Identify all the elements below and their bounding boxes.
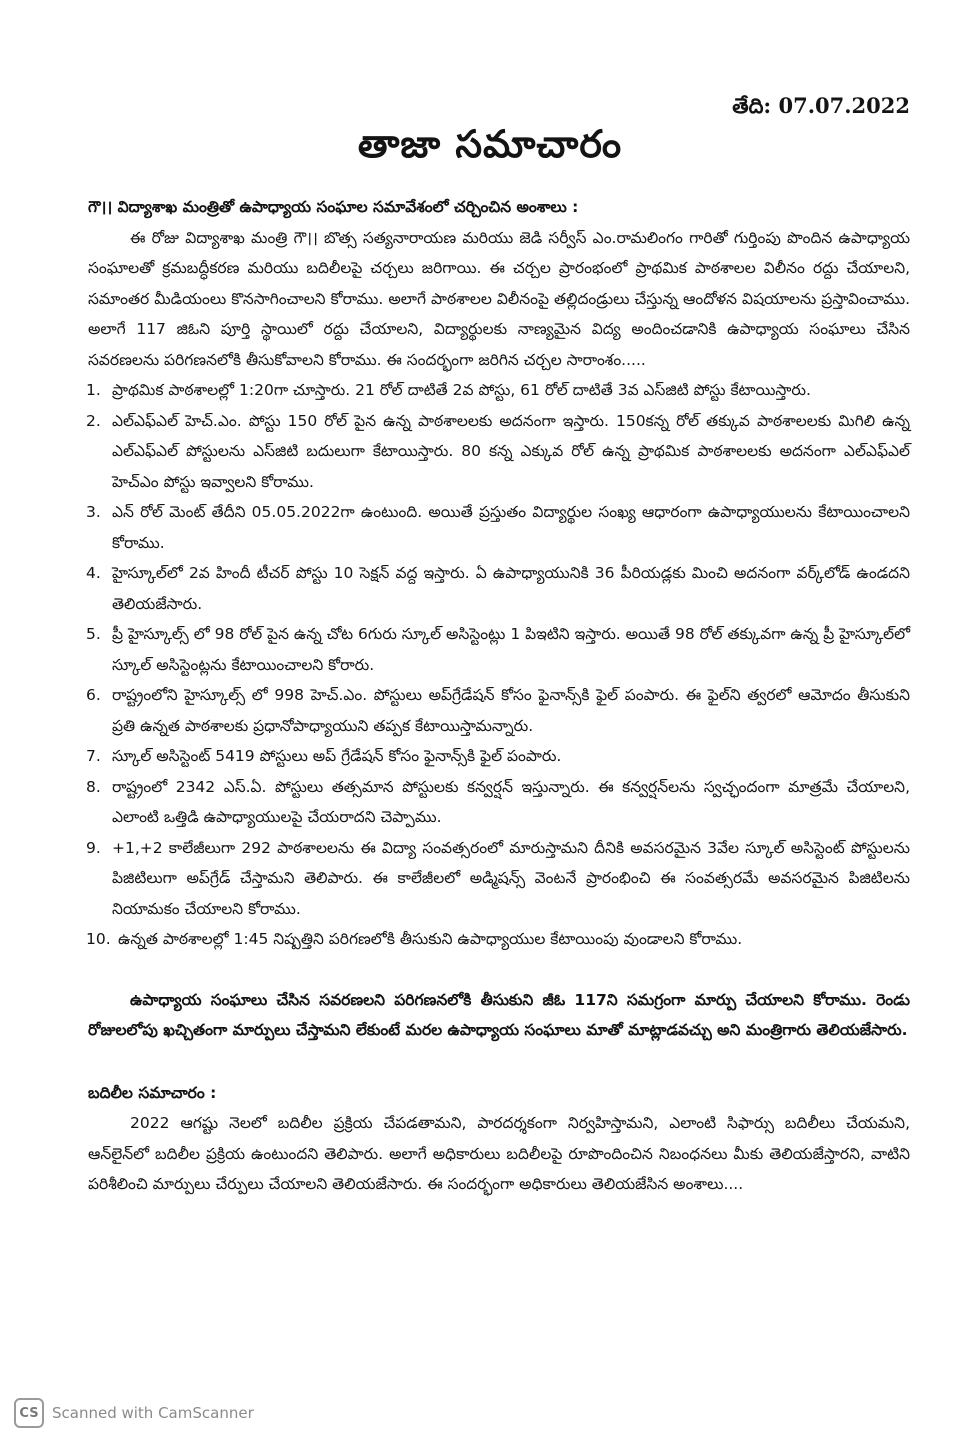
meeting-heading: గౌ।। విద్యాశాఖ మంత్రితో ఉపాధ్యాయ సంఘాల సమావేశంలో చర్చించిన అంశాలు : (88, 198, 579, 216)
list-item (88, 680, 910, 741)
list-item (88, 619, 910, 680)
point-text: ఎల్‌ఎఫ్ఎల్ హెచ్.ఎం. పోస్టు 150 రోల్ పైన ఉన్న పాఠశాలలకు అదనంగా ఇస్తారు. 150కన్న రోల్ తక్కువ పాఠశాలలకు మిగిలి ఉన్న ఎల్‌ఎఫ్ఎల్ పోస్టులను ఎస్‌జిటి బదులుగా కేటాయిస్తారు. 80 కన్న ఎక్కువ రోల్ ఉన్న ప్రాథమిక పాఠశాలలకు అదనంగా ఎల్‌ఎఫ్ఎల్ హెచ్‌ఎం పోస్టు ఇవ్వాలని కోరాము. (112, 411, 910, 491)
point-number: 10. (86, 930, 111, 948)
document-date: తేది: 07.07.2022 (732, 93, 910, 118)
transfers-heading: బదిలీల సమాచారం : (88, 1083, 217, 1102)
meeting-closing: ఉపాధ్యాయ సంఘాలు చేసిన సవరణలని పరిగణనలోకి తీసుకుని జీఓ 117ని సమగ్రంగా మార్పు చేయాలని కోరాము. రెండు రోజులలోపు ఖచ్చితంగా మార్పులు చేస్తామని లేకుంటే మరల ఉపాధ్యాయ సంఘాలు మాతో మాట్లాడవచ్చు అని మంత్రిగారు తెలియజేసారు. (88, 990, 910, 1039)
document-body (88, 192, 910, 1200)
point-number: 1. (86, 381, 101, 399)
point-text: ప్రీ హైస్కూల్స్ లో 98 రోల్ పైన ఉన్న చోట 6గురు స్కూల్ అసిస్టెంట్లు 1 పిఇటిని ఇస్తారు. అయితే 98 రోల్ తక్కువగా ఉన్న ప్రీ హైస్కూల్‌లో స్కూల్ అసిస్టెంట్లను కేటాయించాలని కోరారు. (112, 625, 911, 674)
point-text: స్కూల్ అసిస్టెంట్ 5419 పోస్టులు అప్ గ్రేడేషన్ కోసం ఫైనాన్స్‌కి ఫైల్ పంపారు. (112, 747, 562, 765)
point-text: హైస్కూల్‌లో 2వ హిందీ టీచర్ పోస్టు 10 సెక్షన్ వద్ద ఇస్తారు. ఏ ఉపాధ్యాయునికి 36 పీరియడ్లకు మించి అదనంగా వర్క్‌లోడ్ ఉండదని తెలియజేసారు. (112, 564, 910, 613)
point-text: +1,+2 కాలేజీలుగా 292 పాఠశాలలను ఈ విద్యా సంవత్సరంలో మారుస్తామని దీనికి అవసరమైన 3వేల స్కూల్ అసిస్టెంట్ పోస్టులను పిజిటిలుగా అప్‌గ్రేడ్ చేస్తామని తెలిపారు. ఈ కాలేజీలలో అడ్మిషన్స్ వెంటనే ప్రారంభించి ఈ సంవత్సరమే అవసరమైన పిజిటిలను నియామకం చేయాలని కోరాము. (112, 838, 910, 918)
point-number: 3. (86, 503, 101, 521)
list-item (88, 375, 910, 406)
point-number: 6. (86, 686, 101, 704)
scanner-text: Scanned with CamScanner (52, 1404, 254, 1422)
discussion-points-list (88, 375, 910, 955)
point-number: 5. (86, 625, 101, 643)
point-number: 2. (86, 411, 101, 430)
list-item (88, 924, 910, 955)
point-text: ప్రాథమిక పాఠశాలల్లో 1:20గా చూస్తారు. 21 రోల్ దాటితే 2వ పోస్టు, 61 రోల్ దాటితే 3వ ఎస్‌జిటి పోస్టు కేటాయిస్తారు. (112, 381, 811, 399)
point-number: 9. (86, 838, 101, 857)
scanner-watermark (14, 1398, 254, 1428)
point-text: రాష్ట్రంలో 2342 ఎస్.ఏ. పోస్టులు తత్సమాన పోస్టులకు కన్వర్షన్ ఇస్తున్నారు. ఈ కన్వర్షన్‌లను స్వచ్ఛందంగా మాత్రమే చేయాలని, ఎలాంటి ఒత్తిడి ఉపాధ్యాయులపై చేయరాదని చెప్పాము. (112, 777, 910, 826)
camscanner-logo-icon: CS (14, 1398, 44, 1428)
list-item (88, 406, 910, 498)
point-text: ఎన్ రోల్ మెంట్ తేదీని 05.05.2022గా ఉంటుంది. అయితే ప్రస్తుతం విద్యార్థుల సంఖ్య ఆధారంగా ఉపాధ్యాయులను కేటాయించాలని కోరాము. (112, 503, 910, 552)
list-item (88, 741, 910, 772)
point-text: రాష్ట్రంలోని హైస్కూల్స్ లో 998 హెచ్.ఎం. పోస్టులు అప్‌గ్రేడేషన్ కోసం ఫైనాన్స్‌కి ఫైల్ పంపారు. ఈ ఫైల్‌ని త్వరలో ఆమోదం తీసుకుని ప్రతి ఉన్నత పాఠశాలకు ప్రధానోపాధ్యాయుని తప్పక కేటాయిస్తామన్నారు. (112, 686, 910, 735)
point-number: 7. (86, 747, 101, 765)
point-number: 4. (86, 564, 101, 582)
transfers-text: 2022 ఆగష్టు నెలలో బదిలీల ప్రక్రియ చేపడతామని, పారదర్శకంగా నిర్వహిస్తామని, ఎలాంటి సిఫార్సు బదిలీలు చేయమని, ఆన్‌లైన్‌లో బదిలీల ప్రక్రియ ఉంటుందని తెలిపారు. అలాగే అధికారులు బదిలీలపై రూపొందించిన నిబంధనలు మీకు తెలియజేస్తారని, వాటిని పరిశీలించి మార్పులు చేర్పులు చేయాలని తెలియజేసారు. ఈ సందర్భంగా అధికారులు తెలియజేసిన అంశాలు.... (88, 1114, 910, 1193)
list-item (88, 497, 910, 558)
list-item (88, 772, 910, 833)
page-title: తాజా సమాచారం (357, 122, 623, 166)
meeting-intro: ఈ రోజు విద్యాశాఖ మంత్రి గౌ।। బొత్స సత్యనారాయణ మరియు జెడి సర్వీస్ ఎం.రామలింగం గారితో గుర్తింపు పొందిన ఉపాధ్యాయ సంఘాలతో క్రమబద్ధీకరణ మరియు బదిలీలపై చర్చలు జరిగాయి. ఈ చర్చల ప్రారంభంలో ప్రాథమిక పాఠశాలల విలీనం రద్దు చేయాలని, సమాంతర మీడియంలు కొనసాగించాలని కోరాము. అలాగే పాఠశాలల విలీనంపై తల్లిదండ్రులు చేస్తున్న ఆందోళన విషయాలను ప్రస్తావించాము. అలాగే 117 జిఓని పూర్తి స్థాయిలో రద్దు చేయాలని, విద్యార్థులకు నాణ్యమైన విద్య అందించడానికి ఉపాధ్యాయ సంఘాలు చేసిన సవరణలను పరిగణనలోకి తీసుకోవాలని కోరాము. ఈ సందర్భంగా జరిగిన చర్చల సారాంశం..... (88, 228, 910, 369)
spacer (88, 955, 910, 985)
list-item (88, 833, 910, 925)
point-text: ఉన్నత పాఠశాలల్లో 1:45 నిష్పత్తిని పరిగణలోకి తీసుకుని ఉపాధ్యాయుల కేటాయింపు వుండాలని కోరాము. (118, 930, 743, 948)
point-number: 8. (86, 777, 101, 796)
list-item (88, 558, 910, 619)
